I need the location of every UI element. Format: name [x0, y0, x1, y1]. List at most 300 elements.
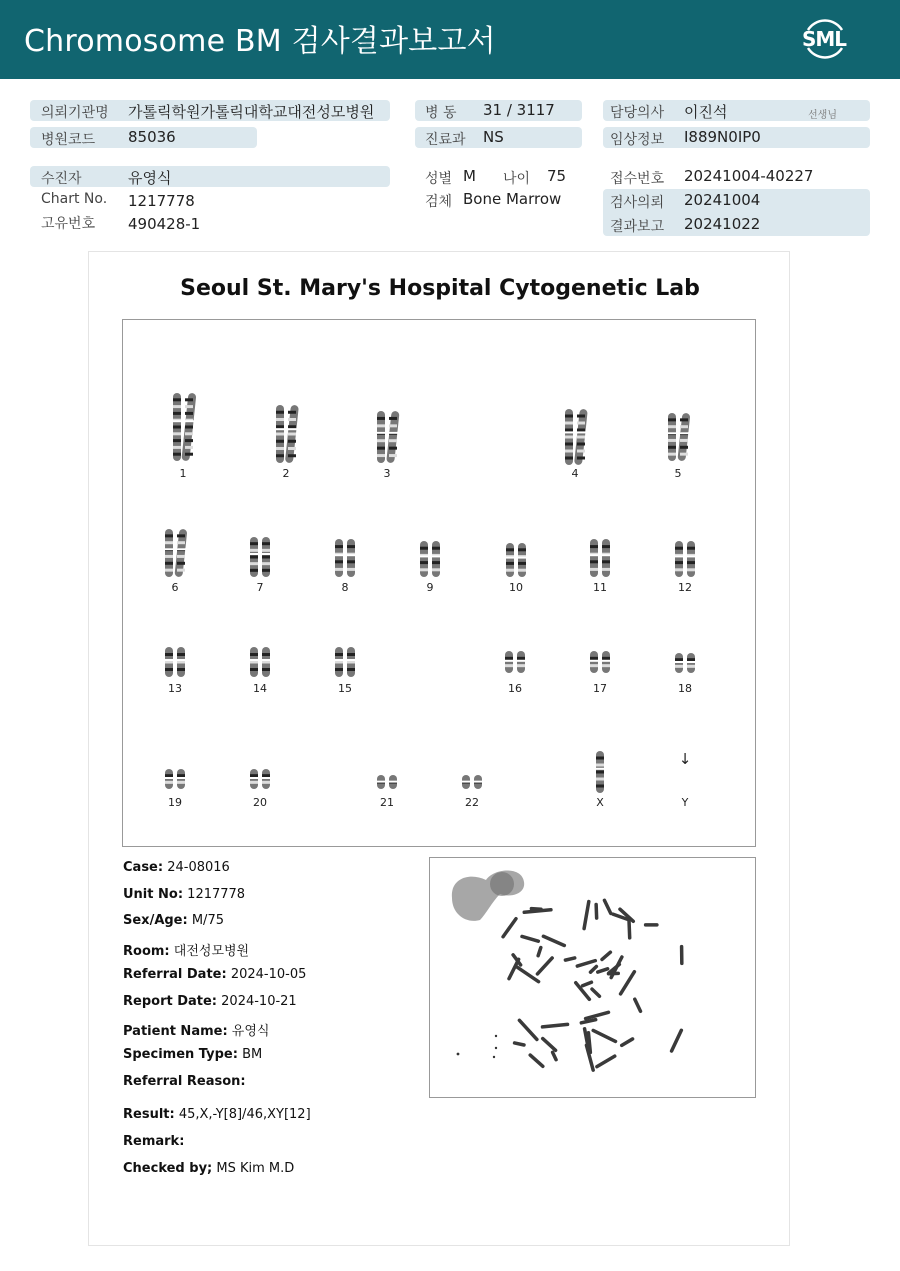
chromosome-band [506, 548, 514, 551]
chromosome-band [577, 436, 585, 439]
metaphase-chromosome [621, 972, 635, 994]
patient-value: 유영식 [128, 169, 172, 187]
chromosome-band [565, 415, 573, 418]
chromosome-band [288, 447, 296, 450]
chromosome-band [347, 568, 355, 571]
chromosome-band [276, 425, 284, 428]
centromere [165, 777, 174, 779]
chromosome-band [590, 664, 598, 667]
chromosome-5 [648, 412, 708, 481]
centromere [517, 660, 526, 662]
patient-name-label: Patient Name: [123, 1024, 228, 1039]
institution-value: 가톨릭학원가톨릭대학교대전성모병원 [128, 103, 375, 121]
chromosome-band [177, 534, 185, 537]
chromosome-band [185, 426, 193, 429]
chromosome-label: 12 [678, 581, 692, 594]
chromosome-12 [655, 540, 715, 595]
receipt-no-label: 접수번호 [610, 171, 665, 187]
result-date-label: 결과보고 [610, 219, 665, 235]
chromosome-band [420, 561, 428, 564]
chromosome-label: 1 [179, 467, 187, 480]
checked-by-line [123, 1161, 294, 1176]
chromosome-band [432, 547, 440, 550]
chromosome-band [177, 569, 185, 572]
metaphase-chromosome [604, 900, 610, 913]
unique-no-value: 490428-1 [128, 215, 201, 233]
hospital-code-value: 85036 [128, 128, 176, 146]
chromosome-21 [357, 774, 417, 810]
chromosome-label: 13 [168, 682, 182, 695]
chromosome-band [389, 447, 397, 450]
chromosome-band [680, 439, 688, 442]
chromosome-band [389, 439, 397, 442]
sex-value: M [463, 167, 476, 185]
chromosome-20-image [230, 768, 290, 790]
result-value: 45,X,-Y[8]/46,XY[12] [178, 1107, 311, 1122]
chromosome-band [185, 453, 193, 456]
metaphase-chromosome [583, 982, 592, 986]
chromosome-6-image [145, 528, 205, 578]
chromosome-19 [145, 768, 205, 810]
chromosome-4 [545, 408, 605, 481]
chromosome-band [517, 657, 525, 660]
chromosome-band [185, 446, 193, 449]
metaphase-chromosome [537, 958, 552, 974]
chromosome-10 [486, 542, 546, 595]
chromosome-8-image [315, 538, 375, 578]
age-label: 나이 [503, 171, 531, 187]
metaphase-chromosome [586, 1012, 609, 1018]
request-date-value: 20241004 [684, 191, 761, 209]
chromatid [420, 541, 428, 577]
centromere [165, 548, 174, 550]
checked-by-value: MS Kim M.D [216, 1161, 295, 1176]
chromosome-x [570, 750, 630, 810]
metaphase-chromosome [516, 966, 538, 981]
chromosome-band [505, 664, 513, 667]
chromosome-label: 10 [509, 581, 523, 594]
chromosome-band [262, 542, 270, 545]
chromosome-22 [442, 774, 502, 810]
chromosome-13 [145, 646, 205, 696]
debris-dot [495, 1035, 497, 1037]
chromosome-band [675, 665, 683, 668]
chromosome-label: 17 [593, 682, 607, 695]
chromosome-band [288, 454, 296, 457]
chromosome-11 [570, 538, 630, 595]
case-value: 24-08016 [167, 860, 230, 875]
chromosome-band [577, 415, 585, 418]
centromere [185, 420, 194, 422]
centromere [262, 777, 271, 779]
institution-label: 의뢰기관명 [41, 105, 109, 121]
chromosome-y [655, 750, 715, 810]
chromosome-band [687, 568, 695, 571]
chromosome-label: 19 [168, 796, 182, 809]
chromosome-band [675, 547, 683, 550]
chromosome-band [177, 774, 185, 777]
chromosome-band [185, 432, 193, 435]
centromere [432, 555, 441, 557]
metaphase-chromosome [530, 1055, 543, 1066]
centromere [250, 659, 259, 661]
chromosome-label: 20 [253, 796, 267, 809]
result-label: Result: [123, 1107, 175, 1122]
chromosome-band [577, 422, 585, 425]
chromosome-band [165, 562, 173, 565]
chromosome-band [518, 562, 526, 565]
chromosome-band [250, 569, 258, 572]
referral-date-line [123, 967, 306, 982]
chromosome-9 [400, 540, 460, 595]
chromosome-label: 15 [338, 682, 352, 695]
centromere [347, 659, 356, 661]
chromosome-band [165, 555, 173, 558]
chromosome-band [602, 560, 610, 563]
chromosome-band [165, 653, 173, 656]
chromosome-band [288, 425, 296, 428]
chromosome-band [377, 424, 385, 427]
chromosome-18 [655, 652, 715, 696]
centromere [262, 659, 271, 661]
chart-no-label: Chart No. [41, 191, 108, 207]
specimen-label: 검체 [425, 194, 453, 210]
chromosome-band [177, 555, 185, 558]
centromere [602, 554, 611, 556]
sex-age-label: Sex/Age: [123, 913, 188, 928]
metaphase-chromosome [515, 1043, 524, 1045]
chromosome-band [262, 668, 270, 671]
chromosome-3-image [357, 410, 417, 464]
chromosome-11-image [570, 538, 630, 578]
chromatid [347, 539, 355, 577]
case-label: Case: [123, 860, 164, 875]
centromere [590, 660, 599, 662]
department-value: NS [483, 128, 504, 146]
chromosome-label: 2 [282, 467, 290, 480]
chromosome-band [165, 534, 173, 537]
chromosome-band [335, 560, 343, 563]
missing-y-arrow-icon: ↓ [678, 750, 692, 768]
chromatid [335, 539, 343, 577]
centromere [347, 554, 356, 556]
unit-no-value: 1217778 [187, 887, 246, 902]
chromosome-band [506, 569, 514, 572]
chromosome-band [250, 653, 258, 656]
chromosome-band [177, 562, 185, 565]
chromosome-band [687, 658, 695, 661]
chromosome-22-image [442, 774, 502, 790]
metaphase-chromosome [543, 1039, 556, 1051]
sex-age-line [123, 913, 224, 928]
centromere [177, 777, 186, 779]
chromosome-label: 3 [383, 467, 391, 480]
chromosome-band [518, 548, 526, 551]
chromatid [518, 543, 526, 577]
chromosome-band [185, 439, 193, 442]
report-date-label: Report Date: [123, 994, 218, 1009]
patient-label: 수진자 [41, 171, 82, 187]
chromosome-band [680, 418, 688, 421]
centromere [687, 555, 696, 557]
sml-logo [800, 14, 850, 64]
chromosome-band [680, 453, 688, 456]
checked-by-label: Checked by; [123, 1161, 213, 1176]
metaphase-chromosome [592, 989, 599, 996]
room-line [123, 940, 249, 959]
chromosome-10-image [486, 542, 546, 578]
chromosome-band [680, 446, 688, 449]
metaphase-chromosome [629, 919, 630, 938]
karyotype-report [88, 251, 790, 1246]
chromosome-band [173, 405, 181, 408]
chromosome-band [276, 433, 284, 436]
chromosome-band [335, 668, 343, 671]
centromere [596, 768, 605, 770]
centromere [173, 420, 182, 422]
centromere [474, 781, 483, 783]
chromosome-band [420, 547, 428, 550]
centromere [675, 661, 684, 663]
centromere [518, 557, 527, 559]
chromosome-band [262, 562, 270, 565]
specimen-type-value: BM [242, 1047, 263, 1062]
chromosome-band [250, 556, 258, 559]
chromosome-band [596, 778, 604, 781]
chromosome-band [577, 429, 585, 432]
chart-no-value: 1217778 [128, 192, 195, 210]
centromere [177, 548, 186, 550]
chromosome-band [288, 433, 296, 436]
centromere [262, 553, 271, 555]
chromosome-band [262, 569, 270, 572]
chromosome-band [250, 668, 258, 671]
chromosome-20 [230, 768, 290, 810]
doctor-value: 이진석 [684, 103, 728, 121]
chromosome-band [262, 781, 270, 784]
chromosome-band [177, 668, 185, 671]
chromosome-label: 7 [256, 581, 264, 594]
chromosome-band [276, 447, 284, 450]
chromosome-x-image [570, 750, 630, 794]
centromere [506, 557, 515, 559]
chromosome-band [165, 541, 173, 544]
chromosome-band [335, 545, 343, 548]
case-line [123, 860, 230, 875]
chromosome-band [250, 781, 258, 784]
chromosome-band [668, 439, 676, 442]
centromere [590, 554, 599, 556]
chromosome-band [250, 542, 258, 545]
centromere [462, 781, 471, 783]
page-title: Chromosome BM 검사결과보고서 [24, 24, 496, 59]
chromosome-label: 8 [341, 581, 349, 594]
chromosome-band [173, 446, 181, 449]
debris-dot [493, 1056, 495, 1058]
chromosome-3 [357, 410, 417, 481]
metaphase-chromosome [635, 999, 641, 1011]
chromosome-label: 4 [571, 467, 579, 480]
debris-dot [457, 1053, 460, 1056]
report-date-line [123, 994, 297, 1009]
chromosome-14 [230, 646, 290, 696]
header-bar [0, 0, 900, 79]
chromosome-band [602, 664, 610, 667]
chromosome-band [602, 545, 610, 548]
chromosome-label: 16 [508, 682, 522, 695]
referral-reason-label: Referral Reason: [123, 1074, 246, 1089]
centromere [389, 781, 398, 783]
chromosome-band [250, 774, 258, 777]
chromosome-4-image [545, 408, 605, 466]
metaphase-chromosome [531, 909, 541, 910]
chromosome-band [565, 443, 573, 446]
nucleus-blob-core [490, 872, 514, 896]
age-value: 75 [547, 167, 567, 185]
chromosome-band [165, 569, 173, 572]
chromosome-label: X [596, 796, 604, 809]
debris-dot [495, 1047, 497, 1049]
chromosome-band [173, 398, 181, 401]
chromosome-2-image [256, 404, 316, 464]
chromosome-band [250, 549, 258, 552]
chromosome-band [173, 453, 181, 456]
chromosome-band [596, 764, 604, 767]
chromosome-band [262, 549, 270, 552]
centromere [335, 554, 344, 556]
clinical-info-value: I889N0IP0 [684, 128, 761, 146]
chromosome-19-image [145, 768, 205, 790]
chromosome-band [347, 668, 355, 671]
chromosome-band [596, 757, 604, 760]
chromosome-band [675, 568, 683, 571]
chromosome-band [577, 443, 585, 446]
doctor-label: 담당의사 [610, 105, 665, 121]
chromosome-band [165, 668, 173, 671]
metaphase-spread-image [429, 857, 756, 1098]
centromere [602, 660, 611, 662]
chromosome-label: Y [681, 796, 689, 809]
chromosome-band [432, 561, 440, 564]
chromosome-band [262, 653, 270, 656]
centromere [687, 661, 696, 663]
chromosome-band [288, 418, 296, 421]
chromosome-band [185, 398, 193, 401]
nucleus-blob [452, 871, 524, 921]
centromere [165, 659, 174, 661]
metaphase-chromosome [593, 1030, 615, 1041]
chromosome-band [389, 454, 397, 457]
chromosome-band [173, 432, 181, 435]
chromosome-band [596, 785, 604, 788]
hospital-code-label: 병원코드 [41, 132, 96, 148]
chromosome-label: 22 [465, 796, 479, 809]
centromere [668, 432, 677, 434]
chromosome-band [347, 545, 355, 548]
chromosome-band [668, 425, 676, 428]
chromosome-band [668, 418, 676, 421]
chromosome-label: 18 [678, 682, 692, 695]
chromosome-16 [485, 650, 545, 696]
chromosome-band [432, 568, 440, 571]
chromosome-band [517, 664, 525, 667]
metaphase-chromosome [503, 919, 516, 937]
chromosome-band [590, 657, 598, 660]
chromosome-band [687, 561, 695, 564]
chromosome-1 [153, 392, 213, 481]
remark-label: Remark: [123, 1134, 185, 1149]
chromosome-band [276, 411, 284, 414]
metaphase-chromosome [542, 1024, 567, 1026]
chromosome-band [675, 658, 683, 661]
specimen-type-label: Specimen Type: [123, 1047, 238, 1062]
metaphase-chromosome [598, 969, 608, 972]
centromere [250, 777, 259, 779]
chromatid [432, 541, 440, 577]
clinical-info-label: 임상정보 [610, 132, 665, 148]
chromosome-band [602, 657, 610, 660]
chromosome-band [377, 439, 385, 442]
chromosome-15 [315, 646, 375, 696]
specimen-value: Bone Marrow [463, 190, 562, 208]
chromosome-2 [256, 404, 316, 481]
chromosome-band [596, 771, 604, 774]
unit-no-line [123, 887, 245, 902]
metaphase-chromosome [597, 1056, 615, 1067]
chromosome-band [335, 568, 343, 571]
ward-value: 31 / 3117 [483, 101, 555, 119]
chromosome-band [262, 774, 270, 777]
chromosome-band [389, 424, 397, 427]
metaphase-chromosome [590, 967, 596, 973]
chromosome-band [565, 422, 573, 425]
patient-pill [30, 166, 390, 187]
chromosome-band [577, 450, 585, 453]
chromosome-band [389, 417, 397, 420]
chromosome-21-image [357, 774, 417, 790]
remark-line [123, 1134, 184, 1149]
centromere [335, 659, 344, 661]
chromosome-band [602, 568, 610, 571]
centromere [680, 432, 689, 434]
chromosome-band [590, 568, 598, 571]
chromosome-band [565, 436, 573, 439]
sex-label: 성별 [425, 171, 453, 187]
chromosome-8 [315, 538, 375, 595]
centromere [377, 781, 386, 783]
chromosome-17-image [570, 650, 630, 674]
chromosome-band [185, 405, 193, 408]
chromosome-7-image [230, 536, 290, 578]
metaphase-chromosome [672, 1030, 682, 1051]
metaphase-chromosome [522, 936, 538, 941]
chromosome-band [680, 425, 688, 428]
request-date-label: 검사의뢰 [610, 195, 665, 211]
chromosome-band [288, 440, 296, 443]
chromosome-1-image [153, 392, 213, 462]
centromere [177, 659, 186, 661]
chromatid [590, 539, 598, 577]
chromosome-band [565, 450, 573, 453]
unit-no-label: Unit No: [123, 887, 184, 902]
chromosome-band [177, 653, 185, 656]
referral-date-value: 2024-10-05 [230, 967, 307, 982]
doctor-suffix: 선생님 [808, 110, 837, 121]
patient-name-line [123, 1020, 269, 1039]
chromosome-band [173, 412, 181, 415]
sex-age-value: M/75 [191, 913, 224, 928]
metaphase-chromosome [584, 902, 589, 929]
